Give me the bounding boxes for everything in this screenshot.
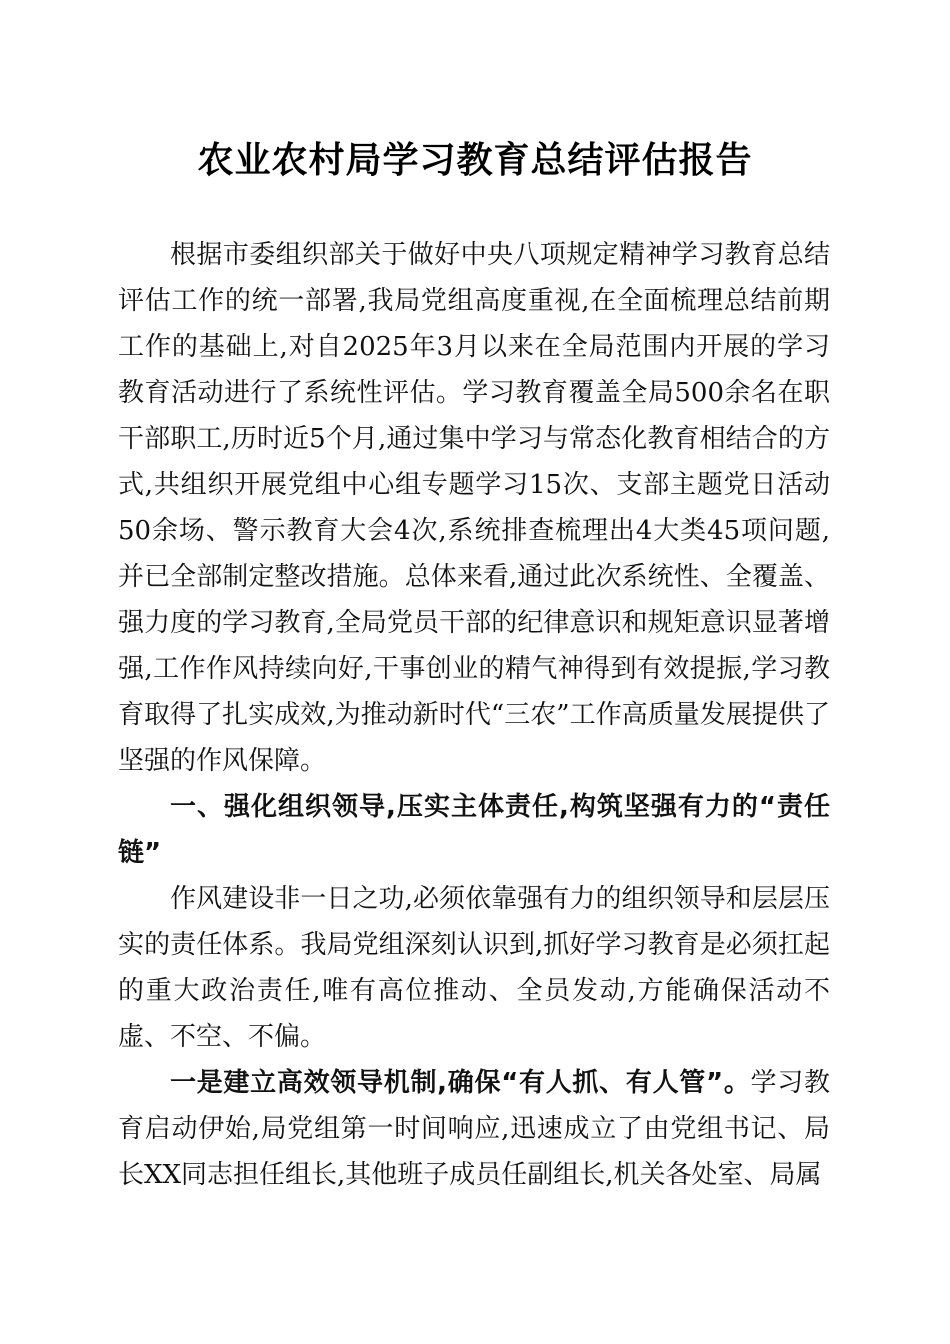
intro-paragraph: 根据市委组织部关于做好中央八项规定精神学习教育总结评估工作的统一部署,我局党组高度重视,在全面梳理总结前期工作的基础上,对自2025年3月以来在全局范围内开展的学习教育活动进行了系统性评估。学习教育覆盖全局500余名在职干部职工,历时近5个月,通过集中学习与常态化教育相结合的方式,共组织开展党组中心组专题学习15次、支部主题党日活动50余场、警示教育大会4次,系统排查梳理出4大类45项问题,并已全部制定整改措施。总体来看,通过此次系统性、全覆盖、强力度的学习教育,全局党员干部的纪律意识和规矩意识显著增强,工作作风持续向好,干事创业的精气神得到有效提振,学习教育取得了扎实成效,为推动新时代“三农”工作高质量发展提供了坚强的作风保障。 bbox=[118, 240, 830, 776]
point-1-lead: 一是建立高效领导机制,确保“有人抓、有人管”。 bbox=[170, 1068, 751, 1098]
point-1-paragraph bbox=[118, 1060, 830, 1198]
section-1-paragraph: 作风建设非一日之功,必须依靠强有力的组织领导和层层压实的责任体系。我局党组深刻认识到,抓好学习教育是必须扛起的重大政治责任,唯有高位推动、全员发动,方能确保活动不虚、不空、不偏。 bbox=[118, 884, 830, 1052]
document-title: 农业农村局学习教育总结评估报告 bbox=[197, 139, 753, 181]
section-1-heading: 一、强化组织领导,压实主体责任,构筑坚强有力的“责任链” bbox=[118, 792, 830, 868]
document-body bbox=[118, 232, 830, 1198]
point-1-text: 学习教育启动伊始,局党组第一时间响应,迅速成立了由党组书记、局长XX同志担任组长,其他班子成员任副组长,机关各处室、局属 bbox=[118, 1068, 830, 1190]
